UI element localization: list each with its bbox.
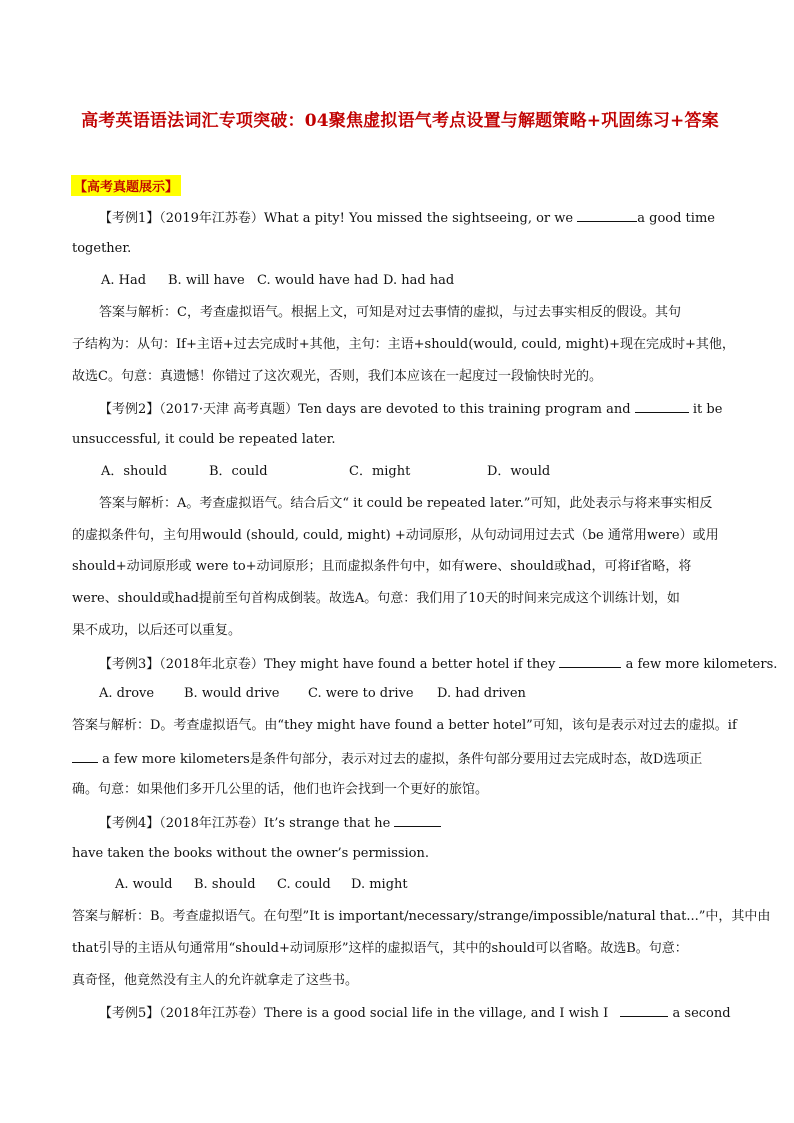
q1-option-b: B. will have bbox=[168, 273, 245, 288]
q5-label: 【考例5】 bbox=[99, 1006, 160, 1021]
q1-exp-2: 子结构为：从句：If+主语+过去完成时+其他，主句：主语+should(would, could, might)+现在完成时+其他， bbox=[72, 337, 735, 352]
q2-exp-3: should+动词原形或 were to+动词原形；且而虚拟条件句中，如有were、should或had，可将if省略，将 bbox=[72, 559, 692, 574]
q5-stem-b: a second bbox=[672, 1006, 731, 1021]
q3-label: 【考例3】 bbox=[99, 657, 160, 672]
q4-source: （2018年江苏卷） bbox=[159, 816, 264, 831]
q2-label: 【考例2】 bbox=[99, 402, 160, 417]
q4-option-d: D. might bbox=[351, 877, 408, 892]
q1-label: 【考例1】 bbox=[99, 211, 160, 226]
q3-exp-blank bbox=[72, 750, 98, 763]
section-label: 【高考真题展示】 bbox=[71, 175, 181, 196]
q3-option-d: D. had driven bbox=[437, 686, 526, 701]
q3-option-c: C. were to drive bbox=[308, 686, 414, 701]
q4-stem-a: It’s strange that he bbox=[263, 816, 391, 831]
q4-blank bbox=[394, 814, 441, 827]
q2-option-d: D．would bbox=[487, 464, 551, 479]
q3-exp-2-text: a few more kilometers是条件句部分，表示对过去的虚拟，条件句部分要用过去完成时态，故D选项正 bbox=[102, 752, 703, 767]
q3-option-a: A. drove bbox=[99, 686, 155, 701]
q3-stem bbox=[99, 655, 777, 673]
q2-option-b: B．could bbox=[209, 464, 268, 479]
q1-option-d: D. had had bbox=[383, 273, 455, 288]
q5-stem-a: There is a good social life in the village, and I wish I bbox=[263, 1006, 609, 1021]
q3-blank bbox=[559, 655, 621, 668]
q1-option-a: A. Had bbox=[101, 273, 147, 288]
q4-options bbox=[115, 877, 408, 893]
q2-option-a: A．should bbox=[101, 464, 168, 479]
q3-options bbox=[99, 686, 526, 702]
q3-source: （2018年北京卷） bbox=[159, 657, 264, 672]
page-title: 高考英语语法词汇专项突破：04聚焦虚拟语气考点设置与解题策略+巩固练习+答案 bbox=[81, 111, 719, 131]
q4-option-a: A. would bbox=[115, 877, 173, 892]
q1-stem-b: a good time bbox=[637, 211, 715, 226]
q1-stem-a: What a pity! You missed the sightseeing, or we bbox=[263, 211, 574, 226]
q5-source: （2018年江苏卷） bbox=[159, 1006, 264, 1021]
q3-stem-b: a few more kilometers. bbox=[625, 657, 778, 672]
q3-option-b: B. would drive bbox=[184, 686, 280, 701]
q2-option-c: C．might bbox=[349, 464, 411, 479]
q1-exp-1: 答案与解析：C，考查虚拟语气。根据上文，可知是对过去事情的虚拟，与过去事实相反的假设。其句 bbox=[99, 305, 681, 320]
q1-stem-c: together. bbox=[72, 241, 132, 256]
q4-option-b: B. should bbox=[194, 877, 256, 892]
q2-exp-4: were、should或had提前至句首构成倒装。故选A。句意：我们用了10天的时间来完成这个训练计划，如 bbox=[72, 591, 680, 606]
q4-option-c: C. could bbox=[277, 877, 331, 892]
q2-stem bbox=[99, 400, 722, 418]
q4-label: 【考例4】 bbox=[99, 816, 160, 831]
q5-stem bbox=[99, 1004, 731, 1022]
q4-exp-1: 答案与解析：B。考查虚拟语气。在句型”It is important/necessary/strange/impossible/natural that...”中，其中由 bbox=[72, 909, 771, 924]
q2-blank bbox=[635, 400, 689, 413]
q2-exp-2: 的虚拟条件句，主句用would (should, could, might) +动词原形，从句动词用过去式（be 通常用were）或用 bbox=[72, 528, 719, 543]
q2-exp-5: 果不成功，以后还可以重复。 bbox=[72, 623, 242, 638]
q5-blank bbox=[620, 1004, 668, 1017]
q2-options bbox=[101, 464, 550, 480]
q4-exp-3: 真奇怪，他竟然没有主人的允许就拿走了这些书。 bbox=[72, 973, 359, 988]
q1-options bbox=[101, 273, 454, 289]
q3-exp-1: 答案与解析：D。考查虚拟语气。由“they might have found a better hotel”可知，该句是表示对过去的虚拟。if bbox=[72, 718, 737, 733]
q1-stem bbox=[99, 209, 715, 227]
q4-stem bbox=[99, 814, 441, 832]
q1-source: （2019年江苏卷） bbox=[159, 211, 264, 226]
q1-option-c: C. would have had bbox=[257, 273, 379, 288]
q2-stem-b: it be bbox=[692, 402, 723, 417]
q1-exp-3: 故选C。句意：真遗憾！你错过了这次观光，否则，我们本应该在一起度过一段愉快时光的。 bbox=[72, 369, 602, 384]
q2-stem-c: unsuccessful, it could be repeated later. bbox=[72, 432, 336, 447]
q2-source: （2017·天津 高考真题） bbox=[159, 402, 299, 417]
q2-exp-1: 答案与解析：A。考查虚拟语气。结合后文“ it could be repeated later.”可知，此处表示与将来事实相反 bbox=[99, 496, 713, 511]
q4-stem-c: have taken the books without the owner’s permission. bbox=[72, 846, 429, 861]
q2-stem-a: Ten days are devoted to this training program and bbox=[298, 402, 631, 417]
q4-exp-2: that引导的主语从句通常用“should+动词原形”这样的虚拟语气，其中的should可以省略。故选B。句意： bbox=[72, 941, 688, 956]
q3-exp-2 bbox=[72, 750, 702, 768]
q3-stem-a: They might have found a better hotel if they bbox=[263, 657, 556, 672]
q3-exp-3: 确。句意：如果他们多开几公里的话，他们也许会找到一个更好的旅馆。 bbox=[72, 782, 489, 797]
q1-blank bbox=[577, 209, 637, 222]
